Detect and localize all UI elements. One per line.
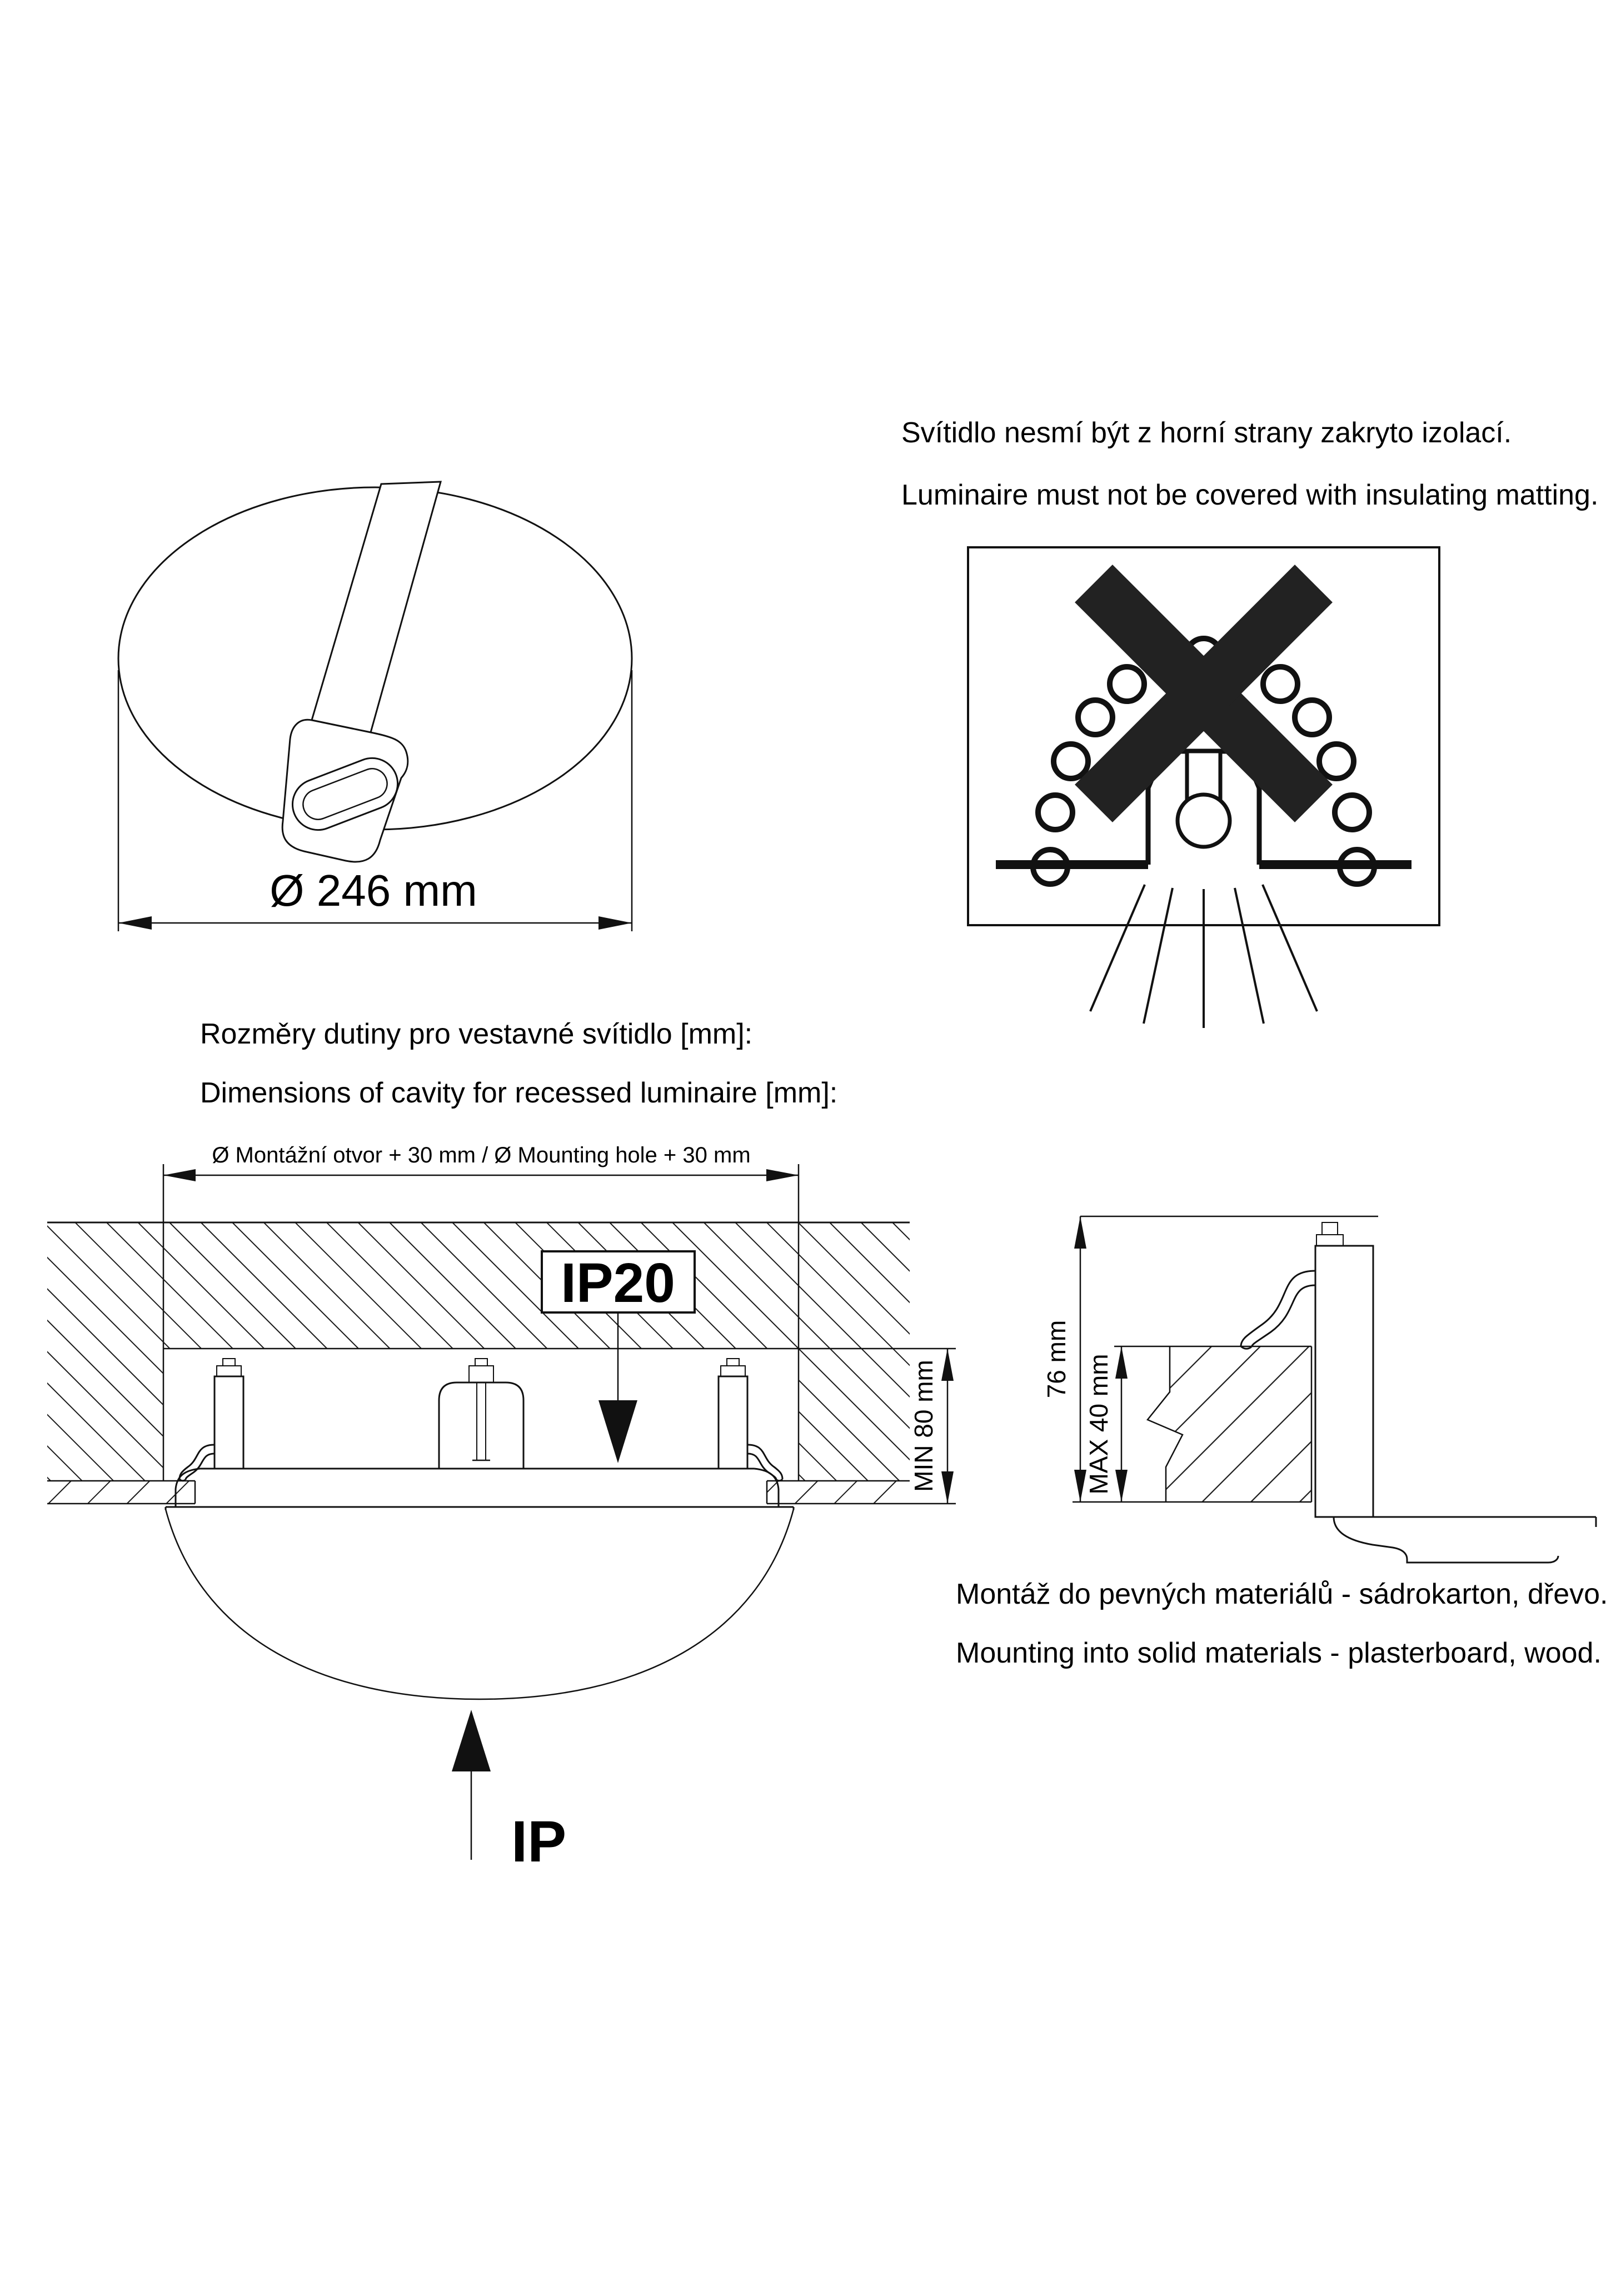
plasterboard-right xyxy=(767,1481,910,1504)
spring-clip-right xyxy=(747,1445,782,1481)
warning-text-en: Luminaire must not be covered with insulating matting. xyxy=(901,479,1599,511)
spring-strap xyxy=(312,482,441,732)
glass-dome xyxy=(166,1509,794,1699)
ceiling-material-block xyxy=(1148,1346,1311,1502)
cavity-cross-section xyxy=(47,1143,956,1874)
spring-clip-left xyxy=(179,1445,215,1481)
center-bracket xyxy=(439,1359,523,1469)
ip-pointer xyxy=(452,1710,566,1874)
down-arrow-icon xyxy=(598,1400,637,1463)
min-depth-label: MIN 80 mm xyxy=(909,1360,938,1492)
dim-arrow-right-icon xyxy=(598,916,632,930)
dim-arrow-right-icon xyxy=(766,1169,799,1181)
mounting-stud-left xyxy=(215,1359,243,1469)
plasterboard-left xyxy=(47,1481,195,1504)
detail-trim-profile xyxy=(1334,1517,1558,1563)
hole-diameter-label: Ø 246 mm xyxy=(270,866,477,915)
insulation-warning-pictogram xyxy=(968,547,1439,1028)
cavity-heading-cz: Rozměry dutiny pro vestavné svítidlo [mm]: xyxy=(200,1018,753,1050)
warning-text-cz: Svítidlo nesmí být z horní strany zakryto izolací. xyxy=(901,417,1512,449)
dim-arrow-up-icon xyxy=(1115,1346,1128,1379)
cavity-dimensions-heading xyxy=(200,1018,837,1109)
mounting-stud-right xyxy=(719,1359,747,1469)
max-thickness-label: MAX 40 mm xyxy=(1084,1354,1113,1495)
mounting-hole-dim-label: Ø Montážní otvor + 30 mm / Ø Mounting hole + 30 mm xyxy=(212,1143,751,1167)
insulation-warning-note xyxy=(901,417,1598,511)
total-height-label: 76 mm xyxy=(1042,1320,1071,1399)
dim-arrow-left-icon xyxy=(118,916,152,930)
side-mounting-detail xyxy=(1042,1216,1596,1563)
up-arrow-icon xyxy=(452,1710,491,1771)
dim-arrow-down-icon xyxy=(1115,1470,1128,1502)
mounting-note-en: Mounting into solid materials - plasterboard, wood. xyxy=(956,1637,1602,1669)
detail-stud xyxy=(1315,1222,1373,1517)
ip-rating-label: IP20 xyxy=(561,1252,675,1314)
min-depth-dimension xyxy=(909,1349,954,1504)
pictogram-lamp xyxy=(1178,795,1230,847)
mounting-note xyxy=(956,1578,1608,1669)
dim-arrow-left-icon xyxy=(163,1169,196,1181)
cavity-heading-en: Dimensions of cavity for recessed luminaire [mm]: xyxy=(200,1077,838,1109)
dim-arrow-up-icon xyxy=(1074,1216,1086,1249)
detail-spring-clip xyxy=(1241,1271,1315,1349)
ceiling-structure-hatch xyxy=(47,1222,910,1481)
hole-diameter-drawing xyxy=(118,482,632,931)
mounting-note-cz: Montáž do pevných materiálů - sádrokarton, dřevo. xyxy=(956,1578,1608,1610)
ip-pointer-label: IP xyxy=(511,1809,567,1874)
pictogram-lampholder xyxy=(1187,751,1220,799)
